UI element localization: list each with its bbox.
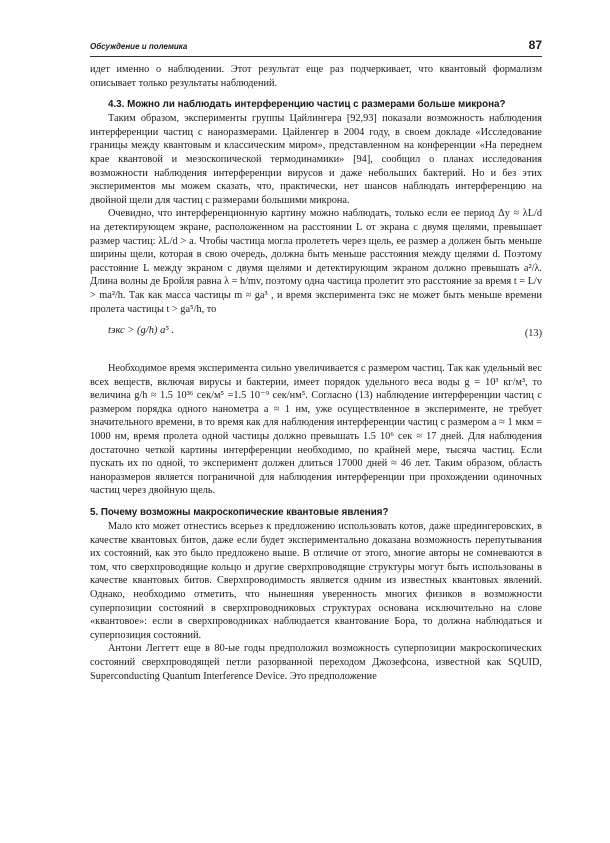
paragraph-continuation: идет именно о наблюдении. Этот результат еще раз подчеркивает, что квантовый формализм описывает только результаты наблюдений. xyxy=(90,64,542,89)
section-heading-4-3: 4.3. Можно ли наблюдать интерференцию частиц с размерами больше микрона? xyxy=(108,99,506,111)
running-header-title: Обсуждение и полемика xyxy=(90,42,188,51)
equation-13 xyxy=(90,318,542,348)
equation-expression: tэкс > (g/h) a⁵ . xyxy=(108,325,175,337)
running-header xyxy=(90,38,542,56)
paragraph: Необходимое время эксперимента сильно увеличивается с размером частиц. Так как удельный вес всех веществ, включая вирусы и бактерии, имеет порядок удельного веса воды g = 10³ кг/м³, то величина g/h ≈ 1.5 10³⁶ сек/м⁵ =1.5 10⁻⁹ сек/нм⁵. Согласно (13) наблюдение интерференции частиц с размером порядка одного нанометра a ≈ 1 нм, уже осуществленное в эксперименте, не требует значительного времени, в то время как для наблюдения интерференции частиц с размером a ≈ 1 мкм = 1000 нм, время пролета одной частицы должно превышать 1.5 10⁶ сек ≈ 17 дней. Для наблюдения достаточно четкой картины интерференции необходимо, по крайней мере, тысяча частиц. Если пускать их по одной, то эксперимент должен длиться 17000 дней ≈ 46 лет. Таким образом, область наноразмеров является пограничной для наблюдения интерференции при прохождении одиночных частиц через двойную щель. xyxy=(90,363,542,497)
header-divider xyxy=(90,56,542,57)
paragraph: Очевидно, что интерференционную картину можно наблюдать, только если ее период Δy ≈ λL/d на детектирующем экране, расположенном на расстоянии L от экрана с двумя щелями, превышает размер частиц: λL/d > a. Чтобы частица могла пролететь через щель, ее размер a должен быть меньше ширины щели, которая в свою очередь, должна быть меньше расстояния между щелями d. Поэтому расстояние L между экраном с двумя щелями и детектирующим экраном должно превышать a²/λ. Длина волны де Бройля равна λ = h/mv, поэтому одна частица пролетит это расстояние за время t = L/v > ma²/h. Так как масса частицы m ≈ ga³ , и время эксперимента tэкс не может быть меньше времени пролета частицы t > ga⁵/h, то xyxy=(90,208,542,315)
paragraph: Антони Леггетт еще в 80-ые годы предположил возможность суперпозиции макроскопических состояний сверхпроводящей петли разорванной переходом Джозефсона, известной как SQUID, Superconducting Quantum Interference Device. Это предположение xyxy=(90,643,542,682)
section-heading-5: 5. Почему возможны макроскопические квантовые явления? xyxy=(90,507,389,519)
article-body xyxy=(90,63,542,683)
paragraph: Мало кто может отнестись всерьез к предложению использовать котов, даже шредингеровских, в качестве квантовых битов, даже если будет экспериментально доказана возможность перепутывания их состояний, как это было предложено выше. В отличие от этого, многие авторы не сомневаются в том, что сверхпроводящие кольцо и другие сверхпроводящие структуры могут быть использованы в качестве квантовых битов. Сверхпроводимость является одним из известных квантовых явлений. Однако, необходимо отметить, что нынешняя уверенность многих физиков в возможности суперпозиции состояний в сверхпроводниковых структурах основана исключительно на слове «квантовое»: если в сверхпроводниках наблюдается квантование Бора, то должна наблюдаться и суперпозиция состояний. xyxy=(90,521,542,641)
page-number: 87 xyxy=(528,38,542,52)
equation-number: (13) xyxy=(524,328,542,340)
paragraph: Таким образом, эксперименты группы Цайлингера [92,93] показали возможность наблюдения интерференции частиц с наноразмерами. Цайленгер в 2004 году, в своем докладе «Исследование границы между квантовым и классическим миром», представленном на конференции «На переднем крае квантовой и мезоскопической термодинамики» [94], сообщил о планах исследования возможности наблюдения интерференции вирусов и даже небольших бактерий. Но и без этих экспериментов мы можем сказать, что, практически, нет шансов наблюдать интерференцию на двойной щели для частиц с размерами большими микрона. xyxy=(90,113,542,206)
